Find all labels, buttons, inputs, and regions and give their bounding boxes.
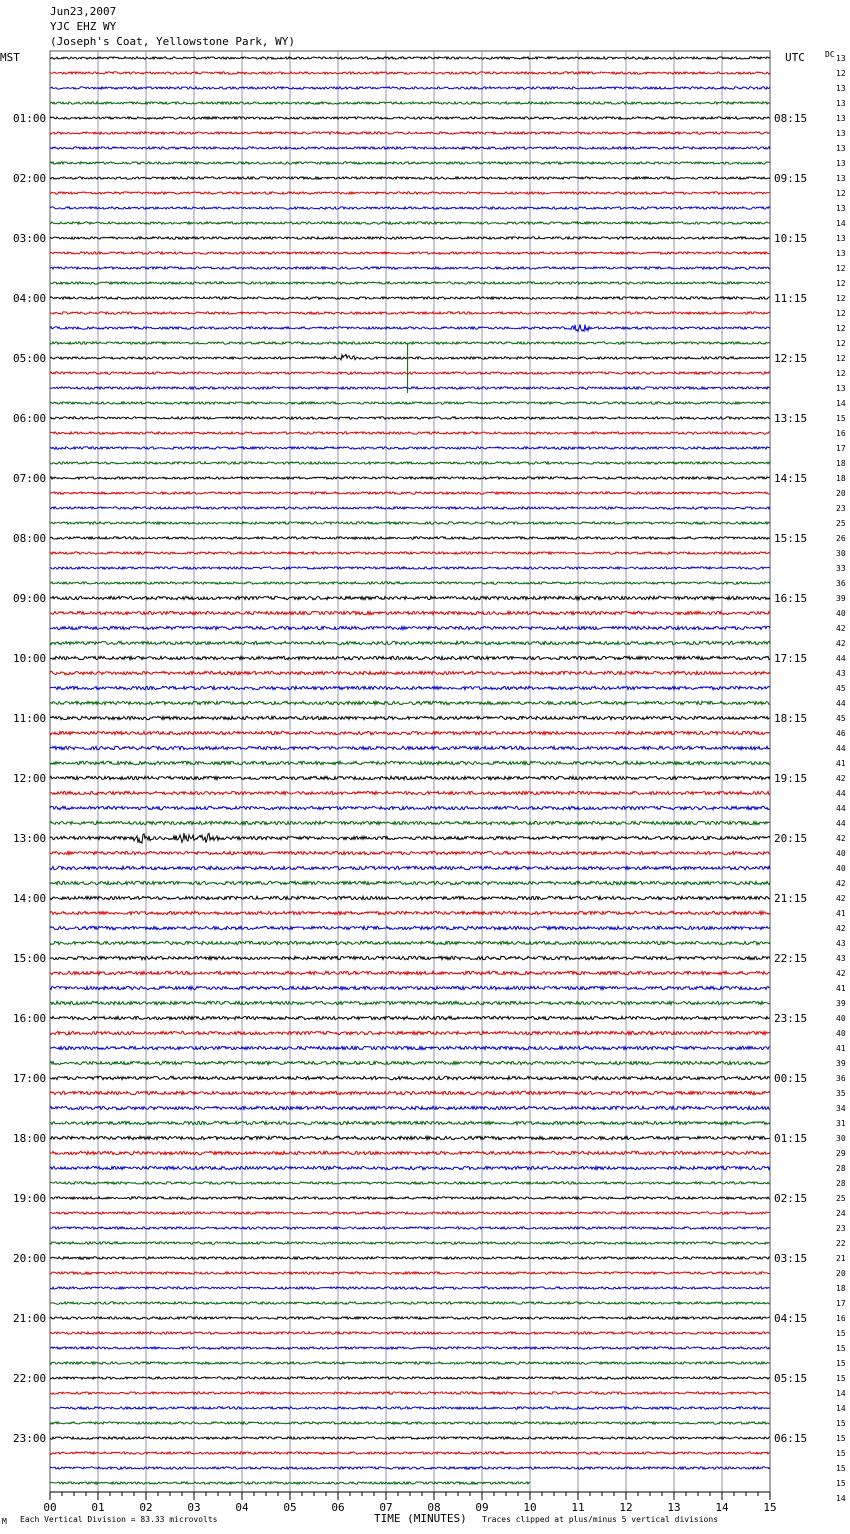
dc-value: 28 <box>836 1164 846 1173</box>
utc-hour-label: 08:15 <box>774 112 808 125</box>
trace-line <box>50 552 770 554</box>
dc-value: 43 <box>836 939 846 948</box>
trace-line <box>50 1407 770 1409</box>
dc-value: 13 <box>836 84 846 93</box>
mst-hour-labels <box>13 112 46 1445</box>
dc-value: 15 <box>836 1419 846 1428</box>
dc-value: 42 <box>836 834 846 843</box>
trace-line <box>50 1106 770 1109</box>
trace-line <box>50 342 770 344</box>
dc-value: 12 <box>836 264 846 273</box>
mst-hour-label: 08:00 <box>13 532 47 545</box>
x-tick-label: 14 <box>715 1501 729 1514</box>
trace-line <box>50 1227 770 1229</box>
trace-line <box>50 417 770 419</box>
utc-hour-label: 03:15 <box>774 1252 808 1265</box>
utc-hour-label: 21:15 <box>774 892 808 905</box>
dc-value: 44 <box>836 804 846 813</box>
trace-line <box>50 462 770 464</box>
dc-value: 14 <box>836 1389 846 1398</box>
trace-line <box>50 1046 770 1049</box>
dc-value: 42 <box>836 924 846 933</box>
x-tick-label: 04 <box>235 1501 249 1514</box>
dc-value: 15 <box>836 1449 846 1458</box>
mst-hour-label: 06:00 <box>13 412 47 425</box>
mst-hour-label: 05:00 <box>13 352 47 365</box>
trace-line <box>50 354 770 359</box>
trace-line <box>50 372 770 374</box>
trace-line <box>50 432 770 434</box>
trace-line <box>50 177 770 179</box>
trace-line <box>50 1332 770 1334</box>
trace-line <box>50 1182 770 1184</box>
utc-hour-label: 06:15 <box>774 1432 808 1445</box>
utc-axis-label: UTC <box>785 51 805 64</box>
trace-line <box>50 821 770 824</box>
utc-hour-label: 12:15 <box>774 352 808 365</box>
dc-value: 20 <box>836 1269 846 1278</box>
utc-hour-label: 10:15 <box>774 232 808 245</box>
dc-value: 12 <box>836 189 846 198</box>
trace-line <box>50 1287 770 1289</box>
trace-line <box>50 387 770 389</box>
trace-line <box>50 926 770 929</box>
dc-value: 12 <box>836 294 846 303</box>
mst-hour-label: 14:00 <box>13 892 47 905</box>
trace-line <box>50 312 770 314</box>
trace-line <box>50 237 770 239</box>
trace-line <box>50 1166 770 1169</box>
dc-value: 16 <box>836 429 846 438</box>
trace-line <box>50 1362 770 1364</box>
dc-value: 15 <box>836 1359 846 1368</box>
x-tick-label: 11 <box>571 1501 585 1514</box>
dc-value: 41 <box>836 984 846 993</box>
trace-line <box>50 402 770 404</box>
x-tick-label: 08 <box>427 1501 441 1514</box>
dc-value: 13 <box>836 204 846 213</box>
trace-line <box>50 716 770 719</box>
dc-value: 29 <box>836 1149 846 1158</box>
dc-value: 12 <box>836 369 846 378</box>
mst-hour-label: 01:00 <box>13 112 47 125</box>
dc-value: 26 <box>836 534 846 543</box>
utc-hour-label: 22:15 <box>774 952 808 965</box>
trace-line <box>50 656 770 659</box>
x-tick-label: 12 <box>619 1501 633 1514</box>
trace-line <box>50 1437 770 1439</box>
mst-hour-label: 09:00 <box>13 592 47 605</box>
trace-line <box>50 192 770 194</box>
dc-value: 44 <box>836 654 846 663</box>
dc-value: 40 <box>836 864 846 873</box>
dc-value: 41 <box>836 759 846 768</box>
utc-hour-label: 15:15 <box>774 532 808 545</box>
trace-line <box>50 596 770 599</box>
dc-value: 13 <box>836 174 846 183</box>
utc-hour-label: 09:15 <box>774 172 808 185</box>
dc-value: 30 <box>836 1134 846 1143</box>
mst-hour-label: 17:00 <box>13 1072 47 1085</box>
dc-value: 42 <box>836 894 846 903</box>
mst-hour-label: 02:00 <box>13 172 47 185</box>
scale-note: Each Vertical Division = 83.33 microvolts <box>20 1515 218 1524</box>
trace-line <box>50 492 770 494</box>
dc-value: 20 <box>836 489 846 498</box>
trace-line <box>50 1001 770 1004</box>
dc-value: 13 <box>836 129 846 138</box>
trace-line <box>50 911 770 914</box>
dc-value: 40 <box>836 1014 846 1023</box>
chart-footer <box>2 1512 718 1526</box>
trace-line <box>50 956 770 959</box>
dc-value: 17 <box>836 1299 846 1308</box>
dc-value: 42 <box>836 639 846 648</box>
dc-value: 44 <box>836 819 846 828</box>
dc-value: 35 <box>836 1089 846 1098</box>
mst-hour-label: 18:00 <box>13 1132 47 1145</box>
trace-line <box>50 866 770 869</box>
trace-line <box>50 746 770 749</box>
dc-value: 40 <box>836 849 846 858</box>
utc-hour-label: 01:15 <box>774 1132 808 1145</box>
x-tick-label: 00 <box>43 1501 57 1514</box>
dc-value: 34 <box>836 1104 846 1113</box>
clip-note: Traces clipped at plus/minus 5 vertical divisions <box>482 1515 719 1524</box>
trace-line <box>50 282 770 284</box>
trace-line <box>50 57 770 59</box>
trace-line <box>50 1317 770 1319</box>
trace-line <box>50 582 770 584</box>
trace-line <box>50 447 770 449</box>
dc-value: 13 <box>836 249 846 258</box>
utc-hour-label: 04:15 <box>774 1312 808 1325</box>
trace-line <box>50 1377 770 1379</box>
trace-line <box>50 1392 770 1394</box>
mst-hour-label: 13:00 <box>13 832 47 845</box>
trace-line <box>50 102 770 104</box>
trace-line <box>50 1121 770 1124</box>
trace-line <box>50 806 770 809</box>
mst-hour-label: 04:00 <box>13 292 47 305</box>
trace-line <box>50 477 770 479</box>
dc-value: 23 <box>836 1224 846 1233</box>
trace-line <box>50 626 770 629</box>
trace-line <box>50 1422 770 1424</box>
dc-value: 13 <box>836 384 846 393</box>
trace-line <box>50 1452 770 1454</box>
chart-header <box>50 5 295 48</box>
trace-line <box>50 1016 770 1019</box>
trace-line <box>50 851 770 854</box>
dc-value: 45 <box>836 684 846 693</box>
header-station: YJC EHZ WY <box>50 20 117 33</box>
mst-hour-label: 22:00 <box>13 1372 47 1385</box>
trace-line <box>50 324 770 331</box>
dc-value: 13 <box>836 114 846 123</box>
trace-line <box>50 1197 770 1199</box>
dc-value: 40 <box>836 1029 846 1038</box>
mst-hour-label: 10:00 <box>13 652 47 665</box>
utc-hour-label: 11:15 <box>774 292 808 305</box>
dc-offset-labels <box>836 54 846 1503</box>
x-tick-label: 01 <box>91 1501 105 1514</box>
dc-value: 44 <box>836 699 846 708</box>
trace-line <box>50 986 770 989</box>
trace-line <box>50 791 770 794</box>
trace-line <box>50 1076 770 1079</box>
mst-hour-label: 12:00 <box>13 772 47 785</box>
mst-hour-label: 16:00 <box>13 1012 47 1025</box>
trace-line <box>50 252 770 254</box>
x-tick-label: 13 <box>667 1501 681 1514</box>
trace-line <box>50 297 770 299</box>
trace-line <box>50 162 770 164</box>
dc-value: 46 <box>836 729 846 738</box>
dc-value: 13 <box>836 144 846 153</box>
mst-hour-label: 23:00 <box>13 1432 47 1445</box>
x-tick-label: 07 <box>379 1501 393 1514</box>
trace-line <box>50 567 770 569</box>
dc-value: 12 <box>836 279 846 288</box>
trace-line <box>50 267 770 269</box>
trace-line <box>50 222 770 224</box>
dc-value: 15 <box>836 414 846 423</box>
dc-value: 14 <box>836 1404 846 1413</box>
trace-line <box>50 522 770 524</box>
trace-line <box>50 731 770 734</box>
trace-line <box>50 776 770 779</box>
x-tick-label: 02 <box>139 1501 153 1514</box>
mst-hour-label: 19:00 <box>13 1192 47 1205</box>
dc-value: 18 <box>836 1284 846 1293</box>
x-tick-label: 06 <box>331 1501 345 1514</box>
header-location: (Joseph's Coat, Yellowstone Park, WY) <box>50 35 296 48</box>
dc-value: 24 <box>836 1209 846 1218</box>
dc-value: 23 <box>836 504 846 513</box>
corner-mark: M <box>2 1517 7 1526</box>
dc-value: 33 <box>836 564 846 573</box>
trace-line <box>50 132 770 134</box>
trace-line <box>50 1302 770 1304</box>
trace-line <box>50 611 770 614</box>
dc-value: 25 <box>836 1194 846 1203</box>
x-tick-label: 15 <box>763 1501 777 1514</box>
dc-value: 15 <box>836 1464 846 1473</box>
dc-value: 45 <box>836 714 846 723</box>
utc-hour-label: 20:15 <box>774 832 808 845</box>
trace-line <box>50 833 770 843</box>
trace-line <box>50 1151 770 1154</box>
utc-hour-label: 17:15 <box>774 652 808 665</box>
dc-value: 14 <box>836 399 846 408</box>
dc-value: 14 <box>836 219 846 228</box>
dc-value: 41 <box>836 909 846 918</box>
trace-line <box>50 72 770 74</box>
dc-value: 17 <box>836 444 846 453</box>
trace-line <box>50 507 770 509</box>
utc-hour-label: 16:15 <box>774 592 808 605</box>
trace-line <box>50 1257 770 1259</box>
utc-hour-label: 23:15 <box>774 1012 808 1025</box>
dc-value: 43 <box>836 669 846 678</box>
dc-value: 42 <box>836 969 846 978</box>
dc-value: 12 <box>836 339 846 348</box>
trace-line <box>50 537 770 539</box>
mst-hour-label: 11:00 <box>13 712 47 725</box>
dc-value: 41 <box>836 1044 846 1053</box>
trace-line <box>50 1242 770 1244</box>
header-date: Jun23,2007 <box>50 5 117 18</box>
dc-value: 43 <box>836 954 846 963</box>
dc-value: 36 <box>836 579 846 588</box>
utc-hour-label: 19:15 <box>774 772 808 785</box>
utc-hour-label: 18:15 <box>774 712 808 725</box>
trace-line <box>50 1061 770 1064</box>
trace-line <box>50 1091 770 1094</box>
trace-line <box>50 1272 770 1274</box>
utc-hour-label: 00:15 <box>774 1072 808 1085</box>
trace-line <box>50 87 770 89</box>
trace-line <box>50 971 770 974</box>
dc-value: 42 <box>836 879 846 888</box>
trace-line <box>50 1031 770 1034</box>
dc-value: 12 <box>836 324 846 333</box>
seismic-traces <box>50 57 770 1484</box>
trace-line <box>50 117 770 119</box>
dc-value: 15 <box>836 1479 846 1488</box>
mst-hour-label: 07:00 <box>13 472 47 485</box>
trace-line <box>50 761 770 764</box>
trace-line <box>50 881 770 884</box>
dc-value: 39 <box>836 594 846 603</box>
dc-value: 14 <box>836 1494 846 1503</box>
dc-value: 40 <box>836 609 846 618</box>
dc-value: 42 <box>836 774 846 783</box>
dc-value: 28 <box>836 1179 846 1188</box>
trace-line <box>50 1347 770 1349</box>
mst-hour-label: 21:00 <box>13 1312 47 1325</box>
time-axis <box>43 1492 776 1514</box>
mst-hour-label: 03:00 <box>13 232 47 245</box>
x-tick-label: 03 <box>187 1501 201 1514</box>
dc-value: 44 <box>836 744 846 753</box>
dc-value: 31 <box>836 1119 846 1128</box>
dc-value: 13 <box>836 159 846 168</box>
x-tick-label: 10 <box>523 1501 537 1514</box>
trace-line <box>50 941 770 944</box>
mst-axis-label: MST <box>0 51 20 64</box>
dc-value: 36 <box>836 1074 846 1083</box>
utc-hour-label: 05:15 <box>774 1372 808 1385</box>
dc-value: 12 <box>836 69 846 78</box>
x-tick-label: 05 <box>283 1501 297 1514</box>
trace-line <box>50 896 770 899</box>
dc-value: 42 <box>836 624 846 633</box>
dc-value: 22 <box>836 1239 846 1248</box>
trace-line <box>50 686 770 689</box>
trace-line <box>50 641 770 644</box>
dc-value: 25 <box>836 519 846 528</box>
trace-line <box>50 1212 770 1214</box>
mst-hour-label: 20:00 <box>13 1252 47 1265</box>
dc-value: 16 <box>836 1314 846 1323</box>
dc-label: DC <box>825 50 835 59</box>
trace-line <box>50 1467 770 1469</box>
dc-value: 21 <box>836 1254 846 1263</box>
mst-hour-label: 15:00 <box>13 952 47 965</box>
dc-value: 18 <box>836 474 846 483</box>
trace-line <box>50 671 770 674</box>
dc-value: 12 <box>836 309 846 318</box>
dc-value: 13 <box>836 54 846 63</box>
dc-value: 18 <box>836 459 846 468</box>
trace-line <box>50 207 770 209</box>
dc-value: 12 <box>836 354 846 363</box>
dc-value: 39 <box>836 999 846 1008</box>
dc-value: 13 <box>836 99 846 108</box>
utc-hour-labels <box>774 112 807 1445</box>
trace-line <box>50 1136 770 1139</box>
utc-hour-label: 14:15 <box>774 472 808 485</box>
dc-value: 15 <box>836 1344 846 1353</box>
trace-line <box>50 701 770 704</box>
dc-value: 15 <box>836 1374 846 1383</box>
utc-hour-label: 02:15 <box>774 1192 808 1205</box>
dc-value: 44 <box>836 789 846 798</box>
dc-value: 30 <box>836 549 846 558</box>
dc-value: 13 <box>836 234 846 243</box>
dc-value: 15 <box>836 1329 846 1338</box>
utc-hour-label: 13:15 <box>774 412 808 425</box>
trace-line <box>50 147 770 149</box>
x-axis-title: TIME (MINUTES) <box>374 1512 467 1525</box>
dc-value: 15 <box>836 1434 846 1443</box>
dc-value: 39 <box>836 1059 846 1068</box>
x-tick-label: 09 <box>475 1501 489 1514</box>
